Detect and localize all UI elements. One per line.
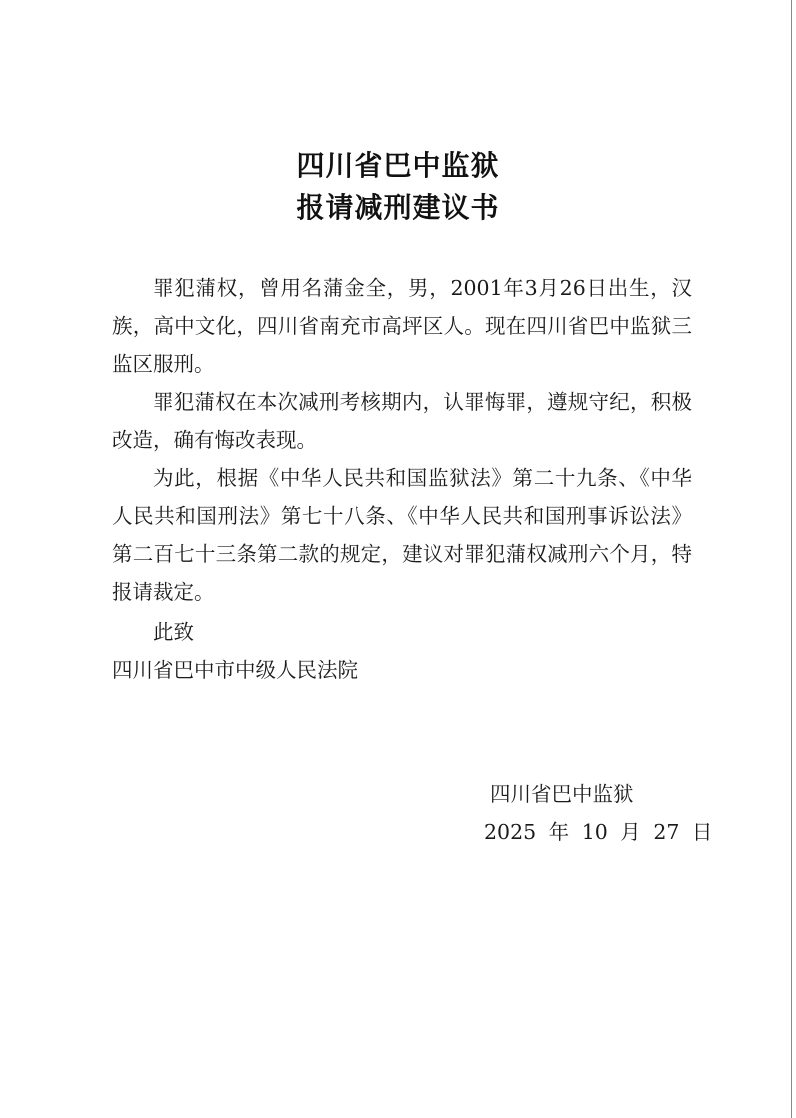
recipient-court: 四川省巴中市中级人民法院 [112,658,358,682]
document-date: 2025 年 10 月 27 日 [484,820,713,844]
document-title-line-2: 报请减刑建议书 [296,191,500,224]
paragraph-recommendation: 为此，根据《中华人民共和国监狱法》第二十九条、《中华人民共和国刑法》第七十八条、《中华人民共和国刑事诉讼法》第二百七十三条第二款的规定，建议对罪犯蒲权减刑六个月，特报请裁定。 [112,466,692,604]
signer-name: 四川省巴中监狱 [490,782,634,806]
paragraph-performance: 罪犯蒲权在本次减刑考核期内，认罪悔罪，遵规守纪，积极改造，确有悔改表现。 [112,390,692,452]
paragraph-identity: 罪犯蒲权，曾用名蒲金全，男，2001年3月26日出生，汉族，高中文化，四川省南充市高坪区人。现在四川省巴中监狱三监区服刑。 [112,276,692,376]
document-title-line-1: 四川省巴中监狱 [296,149,500,182]
closing-salutation: 此致 [153,620,194,644]
